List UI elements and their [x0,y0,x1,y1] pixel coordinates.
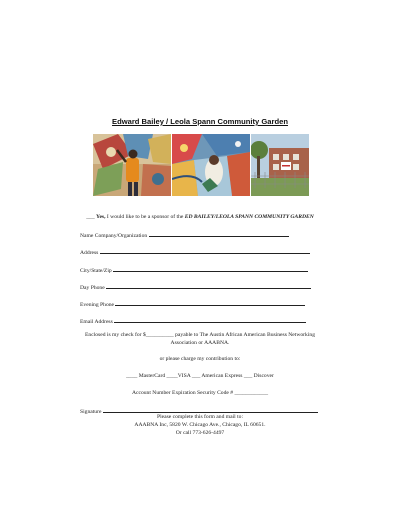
field-evening-phone [80,300,320,308]
sponsor-yes: Yes, [96,214,106,220]
charge-text: or please charge my contribution to: [159,356,241,362]
mail-address: AAABNA Inc, 5820 W. Chicago Ave., Chicago, IL 60651. [134,422,266,428]
check-line-2: Association or AAABNA. [170,340,230,346]
garden-name: ED BAILEY/LEOLA SPANN COMMUNITY GARDEN [184,214,314,220]
address-input[interactable] [100,248,310,254]
check-amount-blank[interactable]: __________ [145,332,174,338]
field-label: Address [80,250,99,256]
mail-instructions: Please complete this form and mail to: [156,414,244,420]
sponsor-blank[interactable]: ___ [86,214,95,220]
garden-photos [93,134,309,196]
field-email-address [80,317,320,325]
field-label: Evening Phone [80,302,115,308]
check-line [0,332,400,338]
field-label: Name Company/Organization [80,233,148,239]
mural-painter-photo [93,134,171,196]
garden-building-photo [251,134,309,196]
field-address [80,248,320,256]
mail-phone: Or call 773-626-4497 [175,430,225,436]
field-name-company [80,231,320,239]
sponsor-text: I would like to be a sponsor of the [106,214,184,220]
signature-label: Signature [80,409,102,415]
account-number-line[interactable]: Account Number Expiration Security Code # ____________ [131,390,269,396]
email-address-input[interactable] [114,317,306,323]
mural-photo [172,134,250,196]
field-label: Day Phone [80,285,105,291]
sponsor-line [0,214,400,220]
field-label: City/State/Zip [80,268,112,274]
day-phone-input[interactable] [106,283,311,289]
check-suffix: payable to The Austin African American Business Networking [175,332,315,338]
field-label: Email Address [80,319,113,325]
field-day-phone [80,283,320,291]
signature-input[interactable] [103,407,318,413]
name-company-input[interactable] [149,231,289,237]
page-title: Edward Bailey / Leola Spann Community Garden [112,117,288,126]
city-state-zip-input[interactable] [113,266,308,272]
card-options[interactable]: ____ MasterCard ____VISA ___ American Express ___ Discover [126,373,274,379]
evening-phone-input[interactable] [115,300,305,306]
field-city-state-zip [80,266,320,274]
check-prefix: Enclosed is my check for $ [85,332,146,338]
